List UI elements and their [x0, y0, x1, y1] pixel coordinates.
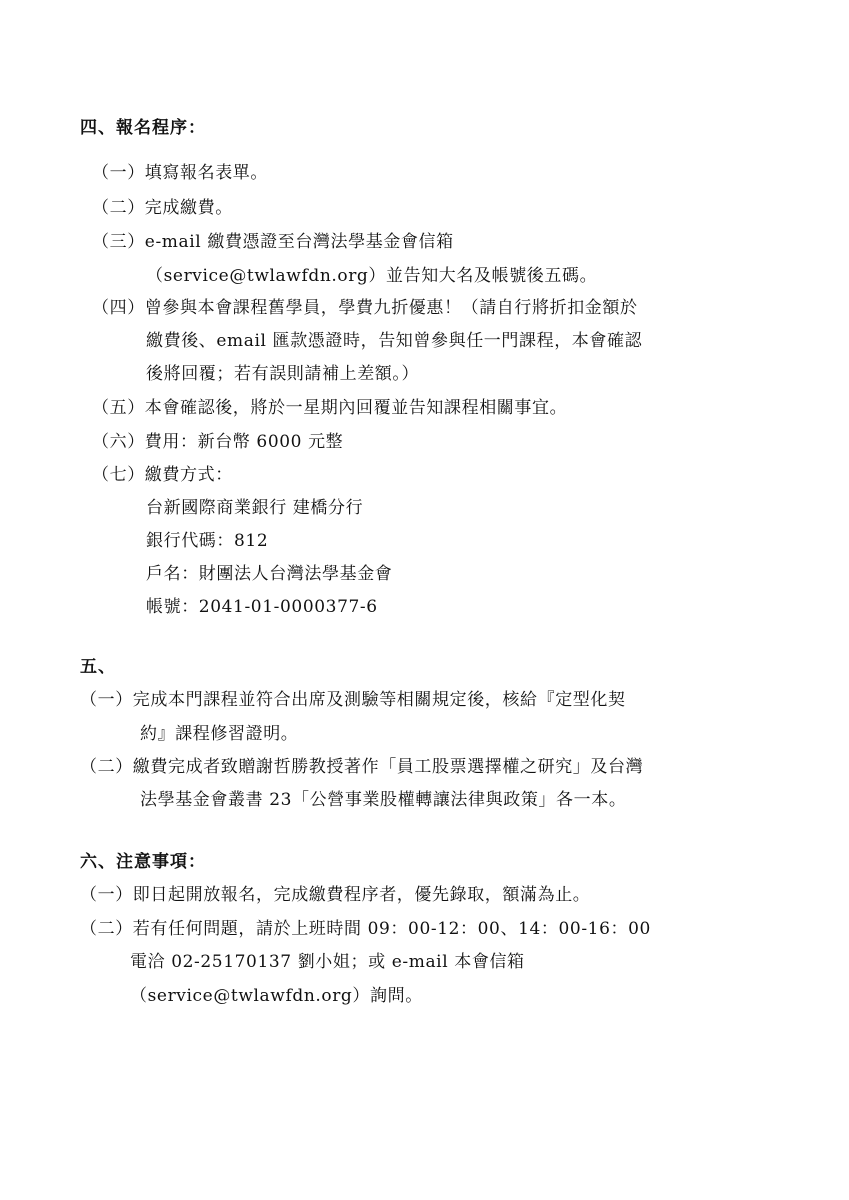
bank-name: 台新國際商業銀行 建橋分行: [146, 498, 364, 518]
list-item-continuation: 電洽 02-25170137 劉小姐；或 e-mail 本會信箱: [130, 952, 525, 972]
section-heading-registration: 四、報名程序：: [80, 118, 206, 138]
list-item-continuation: 法學基金會叢書 23「公營事業股權轉讓法律與政策」各一本。: [140, 790, 627, 810]
list-item: （一）完成本門課程並符合出席及測驗等相關規定後，核給『定型化契: [80, 690, 626, 710]
list-item: （二）若有任何問題，請於上班時間 09：00-12：00、14：00-16：00: [80, 919, 651, 939]
list-item: （七）繳費方式：: [92, 465, 233, 485]
list-item: （一）填寫報名表單。: [92, 163, 268, 183]
list-item: （三）e-mail 繳費憑證至台灣法學基金會信箱: [92, 232, 454, 252]
list-item-continuation: 繳費後、email 匯款憑證時，告知曾參與任一門課程，本會確認: [146, 331, 643, 351]
list-item-continuation: （service@twlawfdn.org）詢問。: [130, 986, 423, 1006]
section-heading-five: 五、: [80, 657, 116, 677]
section-heading-notes: 六、注意事項：: [80, 852, 206, 872]
list-item: （五）本會確認後，將於一星期內回覆並告知課程相關事宜。: [92, 398, 568, 418]
list-item: （二）繳費完成者致贈謝哲勝教授著作「員工股票選擇權之研究」及台灣: [80, 757, 644, 777]
account-name: 戶名：財團法人台灣法學基金會: [146, 564, 393, 584]
list-item: （四）曾參與本會課程舊學員，學費九折優惠！（請自行將折扣金額於: [92, 298, 638, 318]
account-number: 帳號：2041-01-0000377-6: [146, 597, 378, 617]
list-item: （一）即日起開放報名，完成繳費程序者，優先錄取，額滿為止。: [80, 885, 591, 905]
list-item-continuation: 後將回覆；若有誤則請補上差額。）: [146, 364, 420, 384]
list-item-continuation: 約』課程修習證明。: [140, 724, 299, 744]
list-item: （二）完成繳費。: [92, 198, 233, 218]
list-item: （六）費用：新台幣 6000 元整: [92, 432, 344, 452]
bank-code: 銀行代碼：812: [146, 531, 269, 551]
list-item-continuation: （service@twlawfdn.org）並告知大名及帳號後五碼。: [146, 266, 598, 286]
